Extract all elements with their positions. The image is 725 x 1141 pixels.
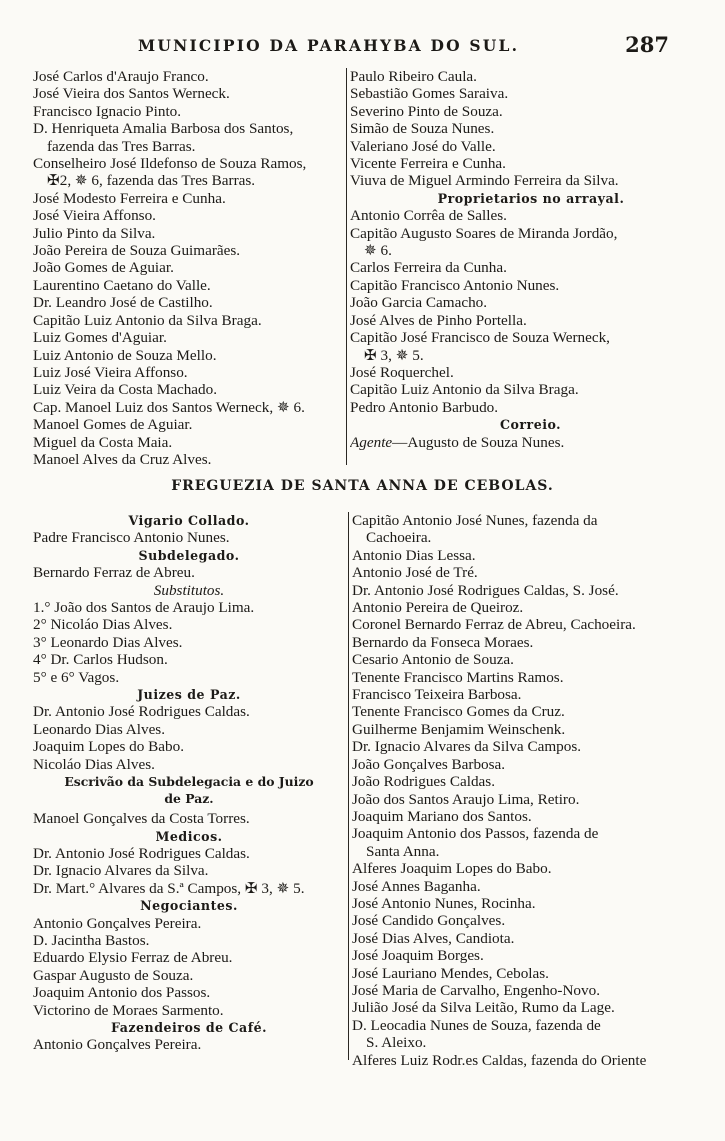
proprietarios-list (350, 207, 672, 416)
list-item: José Vieira Affonso. (33, 207, 156, 225)
list-item: Francisco Ignacio Pinto. (33, 102, 182, 120)
list-item: Santa Anna. (366, 842, 440, 860)
list-item: Capitão Francisco Antonio Nunes. (350, 276, 560, 294)
list-item: Julio Pinto da Silva. (33, 224, 156, 242)
top-right-column (350, 68, 672, 451)
list-item: João dos Santos Araujo Lima, Retiro. (352, 790, 580, 808)
list-item: José Candido Gonçalves. (352, 912, 506, 930)
list-item: Dr. Antonio José Rodrigues Caldas. (33, 844, 250, 862)
list-item: Francisco Teixeira Barbosa. (352, 686, 522, 704)
bottom-column-divider (348, 512, 349, 1060)
list-item: Tenente Francisco Gomes da Cruz. (352, 703, 565, 721)
heading-substitutos: Substitutos. (153, 581, 225, 599)
list-item: Conselheiro José Ildefonso de Souza Ramos, (33, 155, 307, 173)
list-item: ✠2, ✵ 6, fazenda das Tres Barras. (47, 172, 256, 190)
list-item: Nicoláo Dias Alves. (33, 755, 155, 773)
list-item: Dr. Antonio José Rodrigues Caldas, S. José. (352, 581, 619, 599)
medicos-list (33, 845, 345, 897)
list-item: fazenda das Tres Barras. (47, 137, 196, 155)
list-item: João Pereira de Souza Guimarães. (33, 242, 241, 260)
list-item: Antonio José de Tré. (352, 564, 478, 582)
bottom-right-column (352, 512, 672, 1069)
page-header (0, 34, 725, 60)
list-item: José Alves de Pinho Portella. (350, 311, 527, 329)
list-item: Dr. Ignacio Alvares da Silva Campos. (352, 738, 582, 756)
list-item: Alferes Luiz Rodr.es Caldas, fazenda do Oriente (352, 1051, 647, 1069)
list-item: Capitão Luiz Antonio da Silva Braga. (33, 311, 262, 329)
list-item: Luiz Gomes d'Aguiar. (33, 329, 167, 347)
list-item: 2° Nicoláo Dias Alves. (33, 616, 173, 634)
heading-medicos: Medicos. (155, 828, 223, 844)
list-item: ✵ 6. (364, 242, 392, 260)
list-item: João Garcia Camacho. (350, 294, 488, 312)
page-title: MUNICIPIO DA PARAHYBA DO SUL. (138, 36, 520, 55)
list-item: Viuva de Miguel Armindo Ferreira da Silva. (350, 172, 619, 190)
list-item: Dr. Leandro José de Castilho. (33, 294, 213, 312)
list-item: Guilherme Benjamim Weinschenk. (352, 720, 566, 738)
substitutos-list (33, 599, 345, 686)
list-item: João Gomes de Aguiar. (33, 259, 174, 277)
list-item: Luiz Veira da Costa Machado. (33, 381, 218, 399)
list-item: 3° Leonardo Dias Alves. (33, 633, 183, 651)
fazendeiros-list (33, 1036, 345, 1053)
list-item: Capitão Antonio José Nunes, fazenda da (352, 512, 598, 529)
list-item: Cap. Manoel Luiz dos Santos Werneck, ✵ 6. (33, 398, 305, 416)
list-item: Dr. Antonio José Rodrigues Caldas. (33, 703, 250, 721)
list-item: Antonio Gonçalves Pereira. (33, 1036, 202, 1054)
list-item: Alferes Joaquim Lopes do Babo. (352, 860, 552, 878)
list-item: Laurentino Caetano do Valle. (33, 276, 211, 294)
list-item: Simão de Souza Nunes. (350, 120, 495, 138)
agente-name: —Augusto de Souza Nunes. (392, 433, 565, 451)
heading-subdelegado: Subdelegado. (138, 547, 240, 563)
list-item: Vicente Ferreira e Cunha. (350, 155, 506, 173)
list-item: Tenente Francisco Martins Ramos. (352, 668, 564, 686)
list-item: Antonio Pereira de Queiroz. (352, 599, 524, 617)
agente-entry (350, 434, 672, 451)
list-item: João Gonçalves Barbosa. (352, 755, 506, 773)
list-item: Antonio Dias Lessa. (352, 546, 476, 564)
list-item: Bernardo da Fonseca Moraes. (352, 633, 534, 651)
heading-negociantes: Negociantes. (140, 898, 238, 914)
section-title: FREGUEZIA DE SANTA ANNA DE CEBOLAS. (171, 478, 554, 494)
vigario-name: Padre Francisco Antonio Nunes. (33, 529, 230, 547)
list-item: José Modesto Ferreira e Cunha. (33, 189, 226, 207)
list-item: Coronel Bernardo Ferraz de Abreu, Cachoeira. (352, 616, 636, 634)
heading-escrivao-line1: Escrivão da Subdelegacia e do Juizo (64, 774, 314, 790)
list-item: 5° e 6° Vagos. (33, 668, 120, 686)
list-item: José Roquerchel. (350, 363, 454, 381)
bottom-left-column (33, 512, 345, 1054)
list-item: Cesario Antonio de Souza. (352, 651, 514, 669)
top-left-column (33, 68, 345, 468)
list-item: D. Leocadia Nunes de Souza, fazenda de (352, 1016, 601, 1034)
list-item: Capitão José Francisco de Souza Werneck, (350, 329, 610, 347)
negociantes-list (33, 915, 345, 1019)
list-item: Antonio Gonçalves Pereira. (33, 914, 202, 932)
heading-correio: Correio. (500, 417, 562, 433)
list-item: José Joaquim Borges. (352, 947, 484, 965)
list-item: Joaquim Lopes do Babo. (33, 738, 185, 756)
page-number: 287 (625, 32, 669, 57)
list-item: Capitão Luiz Antonio da Silva Braga. (350, 381, 579, 399)
list-item: Cachoeira. (366, 529, 432, 547)
list-item: Leonardo Dias Alves. (33, 720, 166, 738)
list-item: Dr. Ignacio Alvares da Silva. (33, 862, 209, 880)
list-item: Severino Pinto de Souza. (350, 102, 503, 120)
list-item: D. Jacintha Bastos. (33, 931, 150, 949)
escrivao-name: Manoel Gonçalves da Costa Torres. (33, 810, 250, 828)
list-item: 1.° João dos Santos de Araujo Lima. (33, 599, 255, 617)
list-item: Sebastião Gomes Saraiva. (350, 85, 509, 103)
list-item: S. Aleixo. (366, 1034, 427, 1052)
list-item: Capitão Augusto Soares de Miranda Jordão, (350, 224, 618, 242)
list-item: Pedro Antonio Barbudo. (350, 398, 499, 416)
list-item: Manoel Gomes de Aguiar. (33, 416, 193, 434)
list-item: Paulo Ribeiro Caula. (350, 68, 477, 85)
heading-juizes: Juizes de Paz. (137, 687, 241, 703)
list-item: Miguel da Costa Maia. (33, 433, 173, 451)
list-item: ✠ 3, ✵ 5. (364, 346, 424, 364)
list-item: D. Henriqueta Amalia Barbosa dos Santos, (33, 120, 294, 138)
heading-escrivao-line2: de Paz. (164, 791, 214, 807)
list-item: Carlos Ferreira da Cunha. (350, 259, 507, 277)
list-item: João Rodrigues Caldas. (352, 773, 495, 791)
list-item: Gaspar Augusto de Souza. (33, 966, 194, 984)
list-item: José Antonio Nunes, Rocinha. (352, 894, 536, 912)
list-item: Joaquim Antonio dos Passos. (33, 984, 211, 1002)
agente-label: Agente (350, 433, 393, 451)
juizes-list (33, 703, 345, 773)
residents-list (350, 68, 672, 190)
heading-proprietarios: Proprietarios no arrayal. (437, 190, 625, 206)
list-item: José Lauriano Mendes, Cebolas. (352, 964, 549, 982)
heading-fazendeiros: Fazendeiros de Café. (110, 1019, 268, 1035)
list-item: Eduardo Elysio Ferraz de Abreu. (33, 949, 233, 967)
list-item: José Vieira dos Santos Werneck. (33, 85, 230, 103)
list-item: Luiz José Vieira Affonso. (33, 363, 188, 381)
list-item: José Annes Baganha. (352, 877, 481, 895)
top-column-divider (346, 68, 347, 465)
list-item: 4° Dr. Carlos Hudson. (33, 651, 168, 669)
list-item: Joaquim Mariano dos Santos. (352, 807, 532, 825)
list-item: Luiz Antonio de Souza Mello. (33, 346, 217, 364)
list-item: Valeriano José do Valle. (350, 137, 496, 155)
list-item: Julião José da Silva Leitão, Rumo da Lage. (352, 999, 615, 1017)
list-item: Victorino de Moraes Sarmento. (33, 1001, 224, 1019)
list-item: José Carlos d'Araujo Franco. (33, 68, 209, 85)
list-item: Dr. Mart.° Alvares da S.ª Campos, ✠ 3, ✵ 5. (33, 879, 305, 897)
list-item: Joaquim Antonio dos Passos, fazenda de (352, 825, 599, 843)
subdelegado-name: Bernardo Ferraz de Abreu. (33, 564, 195, 582)
heading-vigario: Vigario Collado. (128, 513, 250, 528)
list-item: Antonio Corrêa de Salles. (350, 207, 507, 225)
list-item: José Maria de Carvalho, Engenho-Novo. (352, 981, 600, 999)
list-item: Manoel Alves da Cruz Alves. (33, 450, 212, 468)
list-item: José Dias Alves, Candiota. (352, 929, 515, 947)
